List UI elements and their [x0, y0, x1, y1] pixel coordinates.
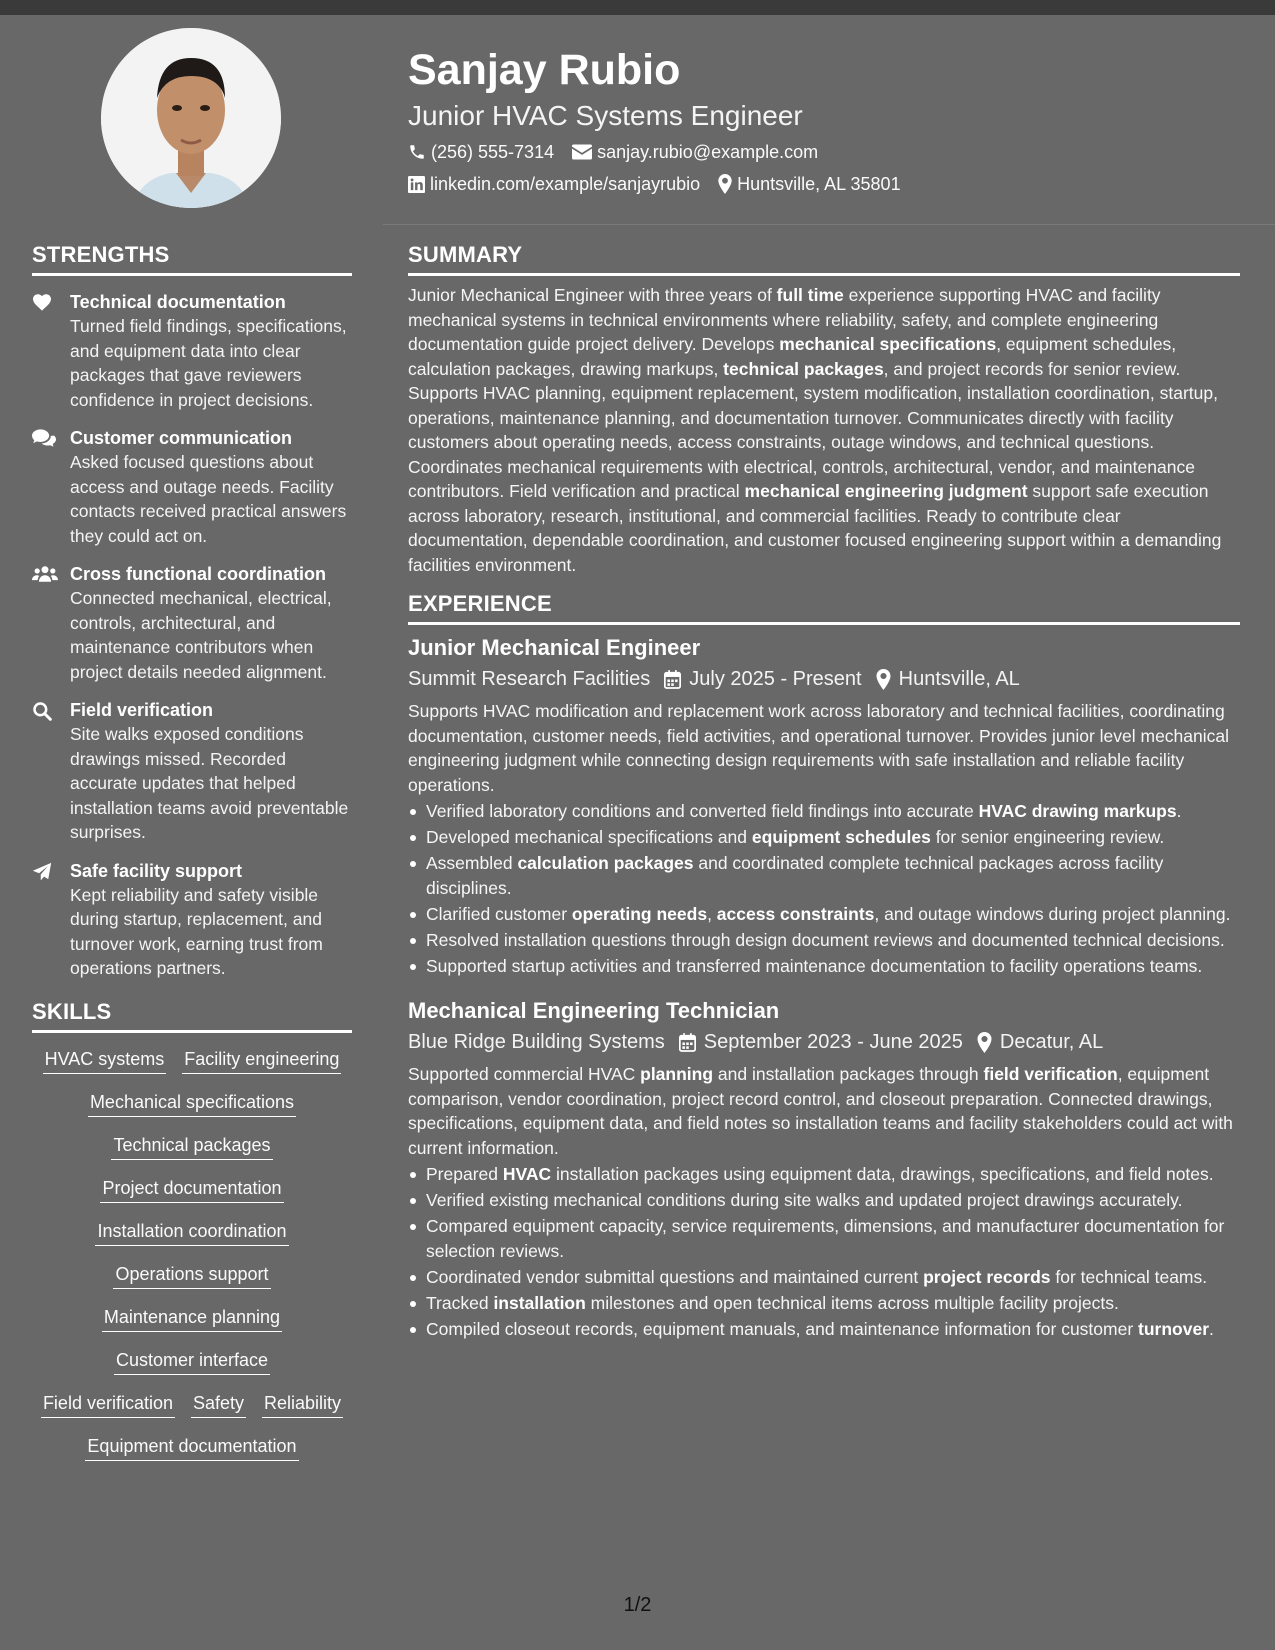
top-bar	[0, 0, 1275, 15]
map-pin-icon	[977, 1032, 992, 1053]
location-text: Decatur, AL	[999, 1031, 1104, 1053]
calendar-icon	[679, 1033, 696, 1052]
skill-row	[32, 1434, 352, 1461]
bullet-item	[408, 1265, 1240, 1290]
skill-tag: Project documentation	[100, 1176, 283, 1203]
strength-item	[32, 426, 352, 548]
bullet-item	[408, 1162, 1240, 1187]
emphasis-text: calculation packages	[517, 853, 694, 873]
bullet-item	[408, 1188, 1240, 1213]
skill-tag: Customer interface	[114, 1348, 270, 1375]
candidate-name: Sanjay Rubio	[408, 46, 681, 94]
sidebar	[32, 240, 352, 1461]
map-pin-icon	[876, 669, 891, 690]
text-run: support safe execution across laboratory, research, institutional, and commercial facilities. Ready to contribute clear documentation, dependable coordination, and customer focused engineering support within a demanding facilities environment.	[408, 481, 1222, 575]
skill-tag: Equipment documentation	[85, 1434, 298, 1461]
page-number: 1/2	[623, 1594, 652, 1616]
phone-icon	[408, 143, 426, 161]
phone-text: (256) 555-7314	[431, 141, 555, 162]
strength-title: Technical documentation	[70, 292, 286, 312]
text-run: milestones and open technical items across multiple facility projects.	[585, 1292, 1119, 1313]
emphasis-text: project records	[923, 1266, 1051, 1287]
linkedin-icon	[408, 176, 425, 193]
search-icon	[32, 701, 52, 721]
calendar-icon	[664, 670, 681, 689]
job-company	[408, 663, 650, 695]
linkedin-text: linkedin.com/example/sanjayrubio	[430, 173, 701, 194]
strength-title: Customer communication	[70, 428, 293, 448]
text-run: for technical teams.	[1050, 1266, 1208, 1287]
strength-desc: Kept reliability and safety visible during startup, replacement, and turnover work, earning trust from operations partners.	[70, 884, 323, 978]
bullet-item	[408, 825, 1240, 850]
users-icon	[32, 565, 58, 583]
dates-text: September 2023 - June 2025	[703, 1031, 963, 1053]
skill-row	[32, 1348, 352, 1375]
strength-title: Field verification	[70, 700, 214, 720]
emphasis-text: mechanical engineering judgment	[744, 481, 1028, 501]
location-text: Huntsville, AL	[898, 668, 1020, 690]
profile-photo	[101, 28, 281, 208]
text-run: installation packages using equipment data, drawings, specifications, and field notes.	[551, 1164, 1214, 1184]
text-run: .	[1176, 801, 1182, 821]
emphasis-text: access constraints	[716, 903, 875, 924]
bullet-item	[408, 928, 1240, 953]
text-run: .	[1209, 1318, 1214, 1339]
emphasis-text: operating needs	[571, 903, 708, 924]
experience-rule	[408, 622, 1240, 625]
emphasis-text: planning	[640, 1064, 714, 1084]
location-text: Huntsville, AL 35801	[737, 173, 901, 194]
heart-icon	[32, 293, 52, 311]
skill-row	[32, 1176, 352, 1203]
emphasis-text: HVAC	[502, 1164, 552, 1184]
map-pin-icon	[718, 174, 732, 194]
job-entry	[408, 996, 1240, 1341]
contact-row-1	[408, 136, 1238, 168]
text-run: Compiled closeout records, equipment manuals, and maintenance information for customer	[426, 1318, 1139, 1339]
experience-heading: EXPERIENCE	[408, 591, 552, 616]
experience-section	[408, 589, 1240, 1341]
text-run: Compared equipment capacity, service requirements, dimensions, and manufacturer documentation for selection reviews.	[426, 1216, 1225, 1261]
strength-item	[32, 562, 352, 684]
skill-tag: Technical packages	[111, 1133, 272, 1160]
paper-plane-icon	[32, 862, 52, 882]
email-text: sanjay.rubio@example.com	[597, 141, 819, 162]
envelope-icon	[572, 144, 592, 160]
job-bullets	[408, 1162, 1240, 1341]
text-run: for senior engineering review.	[930, 827, 1165, 847]
text-run: Tracked	[426, 1292, 494, 1313]
skill-tag: Safety	[191, 1391, 246, 1418]
text-run: experience supporting HVAC and facility mechanical systems in technical environments where reliability, safety, and complete engineering documentation guide project delivery. Develops	[408, 285, 1161, 354]
text-run: Verified existing mechanical conditions during site walks and updated project drawings accurately.	[426, 1190, 1183, 1210]
text-run: Junior Mechanical Engineer with three years of	[408, 285, 777, 305]
job-entry-title: Mechanical Engineering Technician	[408, 998, 780, 1023]
text-run: , and project records for senior review. Supports HVAC planning, equipment replacement, system modification, installation coordination, startup, operations, maintenance planning, and documentation turnover. Communicates directly with facility customers about operating needs, access constraints, outage windows, and technical questions. Coordinates mechanical requirements with electrical, controls, architectural, vendor, and maintenance contributors. Field verification and practical	[408, 358, 1218, 501]
job-meta	[408, 1026, 1240, 1058]
contact-row-2	[408, 168, 1238, 200]
skill-tag: Facility engineering	[182, 1047, 341, 1074]
skill-tag: Maintenance planning	[102, 1305, 282, 1332]
job-entry	[408, 633, 1240, 978]
summary-section	[408, 240, 1240, 577]
company-name: Summit Research Facilities	[408, 668, 651, 690]
text-run: ,	[707, 903, 717, 924]
chat-icon	[32, 429, 56, 447]
company-name: Blue Ridge Building Systems	[408, 1031, 665, 1053]
job-bullets	[408, 799, 1240, 978]
header-divider	[383, 224, 1275, 225]
bullet-item	[408, 799, 1240, 824]
text-run: , equipment comparison, vendor coordination, project record control, and closeout preparation. Connected drawings, specifications, equipment data, and field notes so installation teams and facility stakeholders could act with current information.	[408, 1064, 1233, 1158]
strength-item	[32, 859, 352, 981]
bullet-item	[408, 1291, 1240, 1316]
email-contact[interactable]	[572, 142, 818, 163]
bullet-item	[408, 851, 1240, 900]
text-run: , equipment schedules, calculation packages, drawing markups,	[408, 334, 1177, 379]
strength-desc: Connected mechanical, electrical, controls, architectural, and maintenance contributors when project details needed alignment.	[70, 588, 332, 682]
text-run: Supports HVAC modification and replacement work across laboratory and technical facilities, coordinating documentation, customer needs, field activities, and operational turnover. Provides junior level mechanical engineering judgment while connecting design requirements with safe installation and reliable facility operations.	[408, 701, 1230, 795]
job-dates	[664, 663, 861, 695]
emphasis-text: HVAC drawing markups	[978, 801, 1177, 821]
dates-text: July 2025 - Present	[689, 668, 862, 690]
strengths-section	[32, 240, 352, 981]
skill-tag: HVAC systems	[43, 1047, 167, 1074]
strengths-heading: STRENGTHS	[32, 242, 170, 267]
job-description	[408, 699, 1240, 797]
emphasis-text: equipment schedules	[751, 827, 931, 847]
resume-header	[408, 42, 1238, 200]
bullet-item	[408, 1317, 1240, 1342]
emphasis-text: installation	[493, 1292, 586, 1313]
skill-row	[32, 1090, 352, 1117]
text-run: Developed mechanical specifications and	[426, 827, 752, 847]
job-meta	[408, 663, 1240, 695]
emphasis-text: mechanical specifications	[779, 334, 997, 354]
skills-rule	[32, 1030, 352, 1033]
skill-row	[32, 1219, 352, 1246]
phone-contact[interactable]	[408, 142, 554, 163]
skills-heading: SKILLS	[32, 998, 112, 1024]
skill-row	[32, 1305, 352, 1332]
text-run: and installation packages through	[713, 1064, 984, 1084]
job-location	[977, 1026, 1103, 1058]
strength-title: Cross functional coordination	[70, 564, 327, 584]
skill-row	[32, 1391, 352, 1418]
strength-desc: Turned field findings, specifications, and equipment data into clear packages that gave reviewers confidence in project decisions.	[70, 316, 347, 410]
summary-heading: SUMMARY	[408, 242, 523, 267]
text-run: Coordinated vendor submittal questions and maintained current	[426, 1266, 924, 1287]
bullet-item	[408, 954, 1240, 979]
skill-tag: Reliability	[262, 1391, 343, 1418]
main-column	[408, 240, 1240, 1343]
job-description	[408, 1062, 1240, 1160]
text-run: , and outage windows during project planning.	[874, 903, 1231, 924]
strengths-rule	[32, 273, 352, 276]
skill-row	[32, 1133, 352, 1160]
skill-row	[32, 1262, 352, 1289]
job-title: Junior HVAC Systems Engineer	[408, 100, 803, 131]
linkedin-contact[interactable]	[408, 174, 700, 195]
job-location	[876, 663, 1020, 695]
emphasis-text: full time	[776, 285, 844, 305]
emphasis-text: turnover	[1138, 1318, 1210, 1339]
strength-desc: Asked focused questions about access and outage needs. Facility contacts received practical answers they could act on.	[70, 452, 347, 546]
text-run: Assembled	[426, 853, 518, 873]
strength-title: Safe facility support	[70, 860, 243, 881]
summary-text	[408, 283, 1240, 577]
skill-tag: Operations support	[113, 1262, 270, 1289]
text-run: Supported startup activities and transferred maintenance documentation to facility operations teams.	[426, 955, 1203, 976]
bullet-item	[408, 1214, 1240, 1263]
strength-item	[32, 290, 352, 412]
bullet-item	[408, 902, 1240, 927]
job-company	[408, 1026, 665, 1058]
skill-row	[32, 1047, 352, 1074]
text-run: Clarified customer	[426, 903, 572, 924]
emphasis-text: field verification	[983, 1064, 1118, 1084]
text-run: Verified laboratory conditions and converted field findings into accurate	[426, 801, 979, 821]
text-run: and coordinated complete technical packages across facility disciplines.	[426, 853, 1164, 898]
job-entry-title: Junior Mechanical Engineer	[408, 635, 701, 660]
skill-tag: Field verification	[41, 1391, 175, 1418]
skills-section	[32, 997, 352, 1461]
skill-tag: Installation coordination	[95, 1219, 288, 1246]
text-run: Prepared	[426, 1164, 503, 1184]
text-run: Resolved installation questions through design document reviews and documented technical decisions.	[426, 929, 1225, 950]
text-run: Supported commercial HVAC	[408, 1064, 641, 1084]
summary-rule	[408, 273, 1240, 276]
location-contact	[718, 174, 900, 195]
skill-tag: Mechanical specifications	[88, 1090, 296, 1117]
job-dates	[679, 1026, 963, 1058]
strength-item	[32, 698, 352, 845]
strength-desc: Site walks exposed conditions drawings missed. Recorded accurate updates that helped installation teams avoid preventable surprises.	[70, 724, 349, 842]
emphasis-text: technical packages	[723, 358, 884, 379]
skills-list	[32, 1047, 352, 1461]
